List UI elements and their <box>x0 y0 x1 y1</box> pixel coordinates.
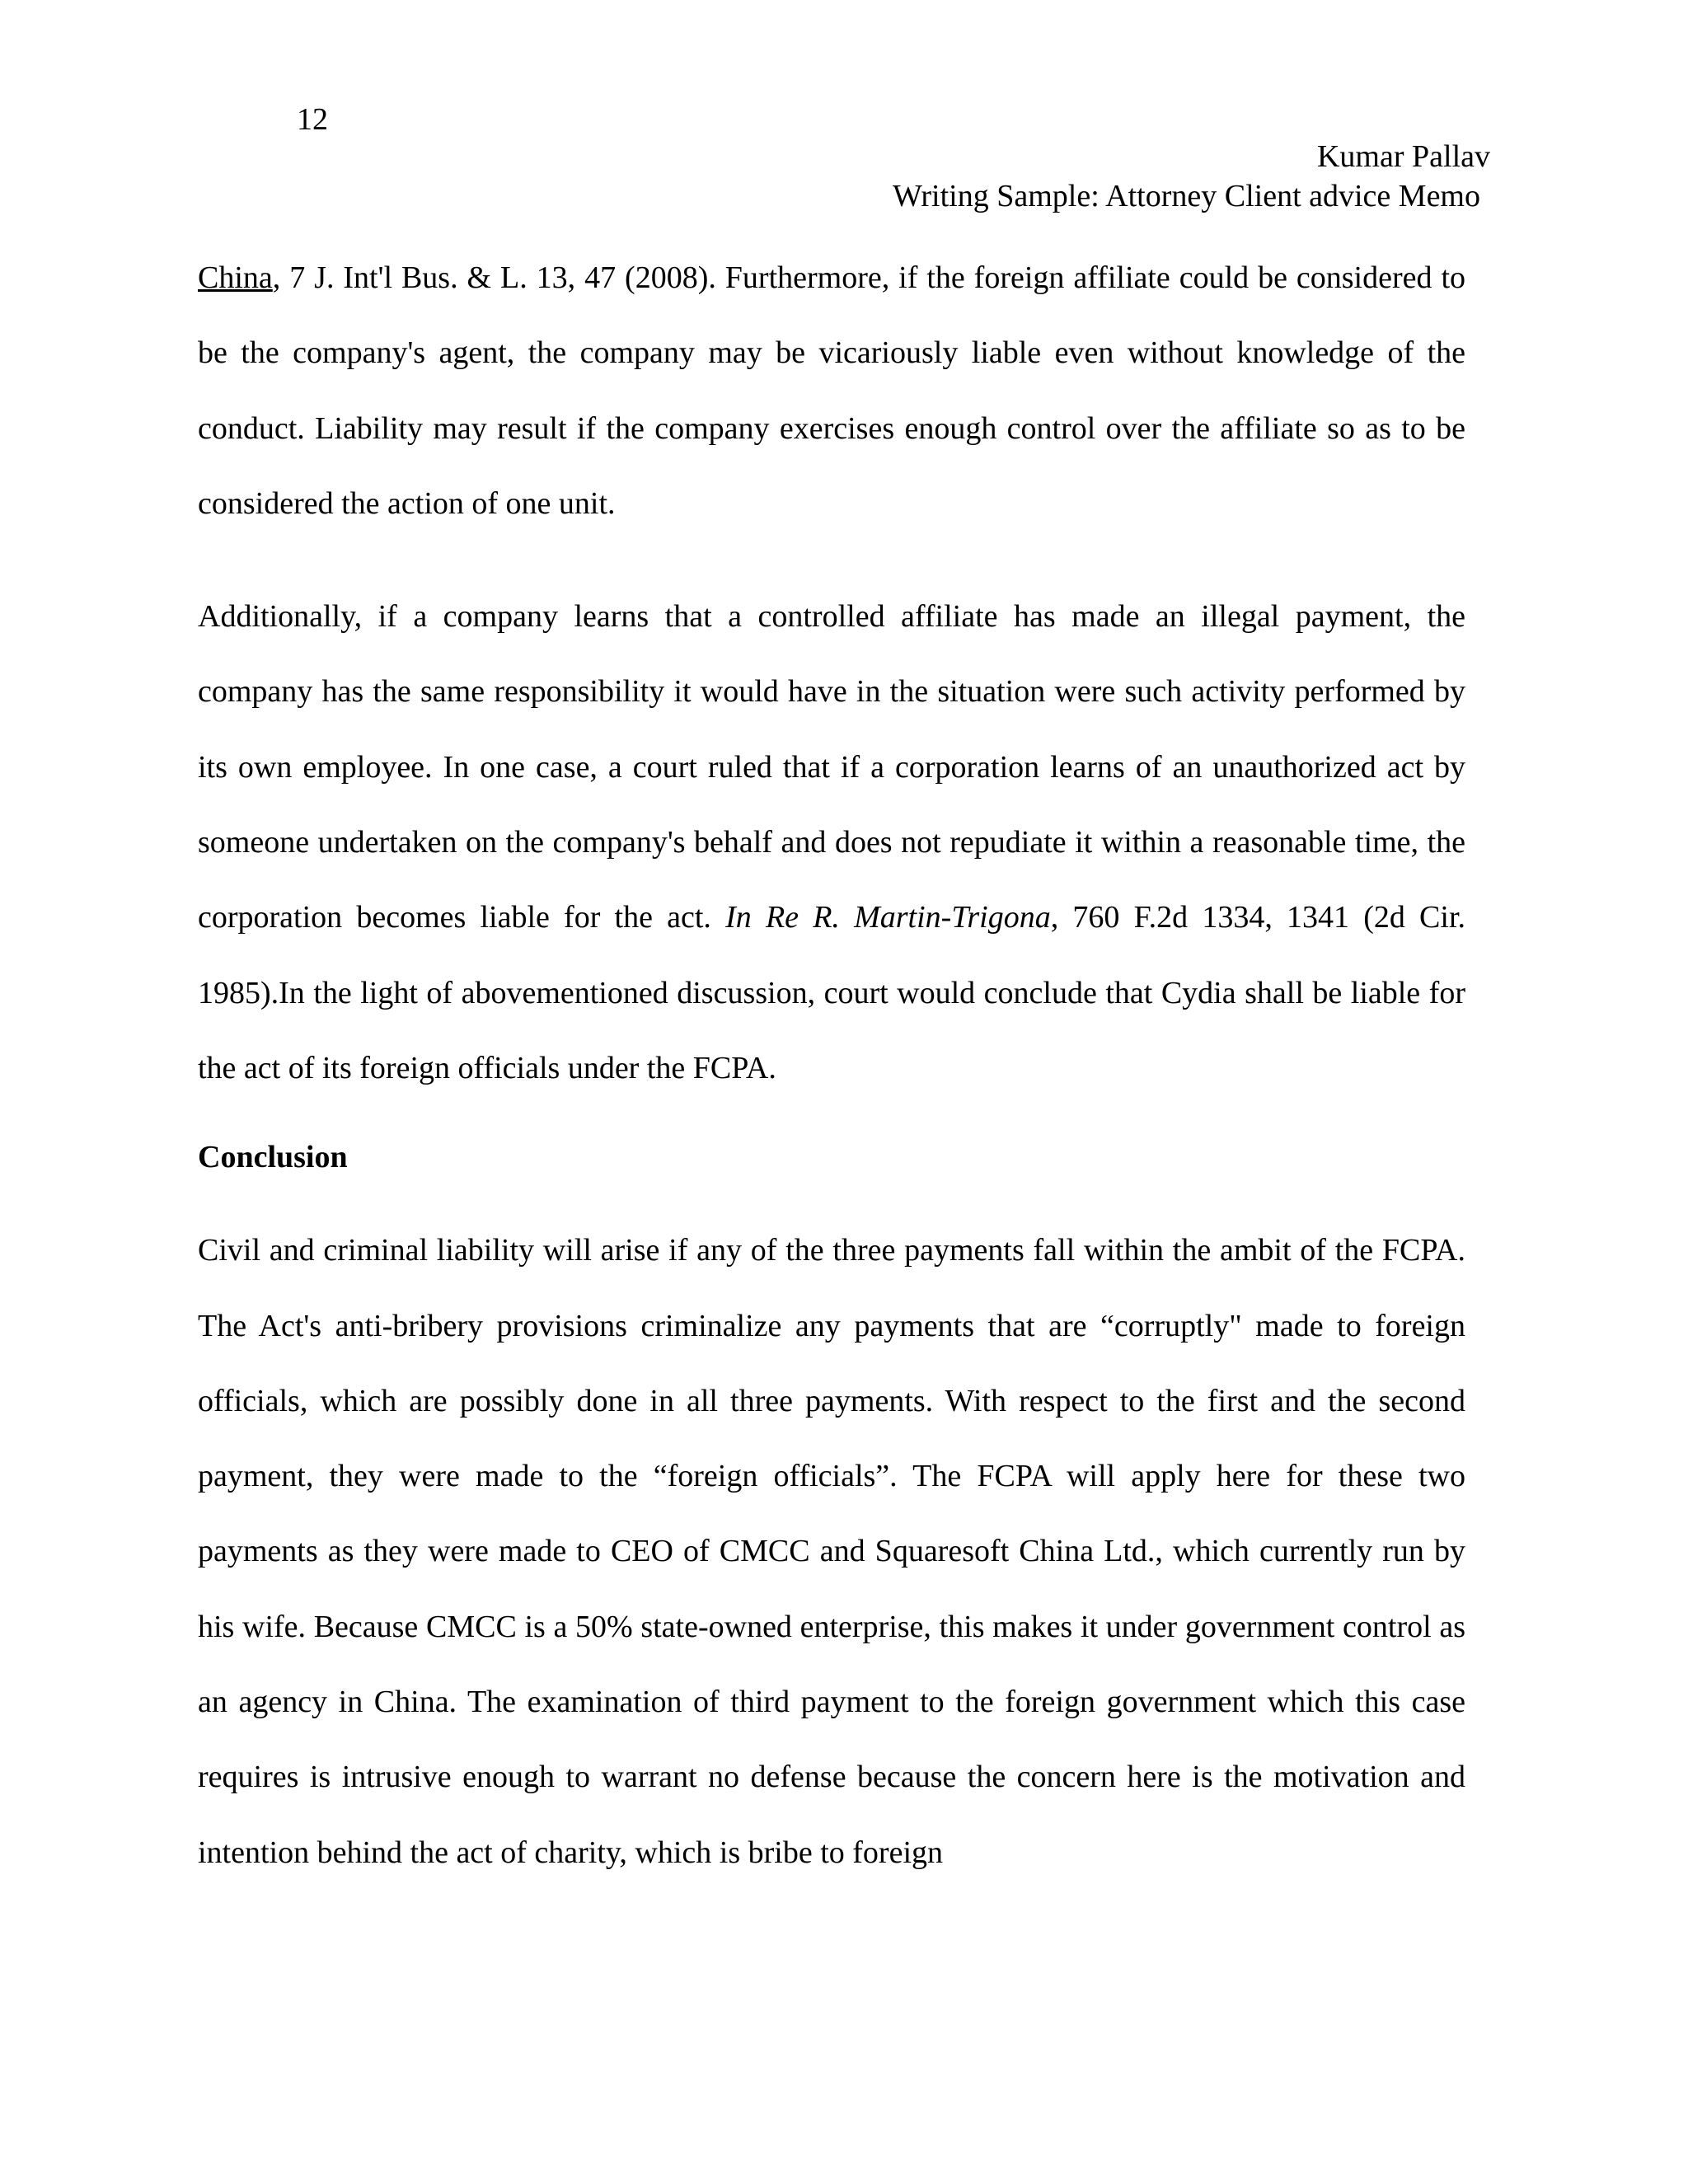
paragraph-text: Civil and criminal liability will arise if any of the three payments fall within the ambit of the FCPA. The Act's anti-bribery provisions criminalize any payments that are “corruptly" made to foreign officials, which are possibly done in all three payments. With respect to the first and the second payment, they were made to the “foreign officials”. The FCPA will apply here for these two payments as they were made to CEO of CMCC and Squaresoft China Ltd., which currently run by his wife. Because CMCC is a 50% state-owned enterprise, this makes it under government control as an agency in China. The examination of third payment to the foreign government which this case requires is intrusive enough to warrant no defense because the concern here is the motivation and intention behind the act of charity, which is bribe to foreign <box>198 1233 1465 1870</box>
paragraph-text: , 7 J. Int'l Bus. & L. 13, 47 (2008). Furthermore, if the foreign affiliate could be considered to be the company's agent, the company may be vicariously liable even without knowledge of the conduct. Liability may result if the company exercises enough control over the affiliate so as to be considered the action of one unit. <box>198 260 1465 521</box>
document-body <box>198 241 1465 1891</box>
paragraph-agency-liability <box>198 241 1465 541</box>
header-subtitle: Writing Sample: Attorney Client advice Memo <box>893 179 1480 213</box>
paragraph-affiliate-payment <box>198 579 1465 1106</box>
citation-case-name: China <box>198 260 273 295</box>
page-header <box>893 137 1490 216</box>
paragraph-text: , 760 F.2d 1334, 1341 (2d Cir. 1985).In the light of abovementioned discussion, court would conclude that Cydia shall be liable for the act of its foreign officials under the FCPA. <box>198 900 1466 1085</box>
page-number: 12 <box>297 102 328 137</box>
section-heading-conclusion: Conclusion <box>198 1140 348 1175</box>
header-author: Kumar Pallav <box>1316 139 1490 174</box>
paragraph-text: Additionally, if a company learns that a controlled affiliate has made an illegal payment, the company has the same responsibility it would have in the situation were such activity performed by its own employee. In one case, a court ruled that if a corporation learns of an unauthorized act by someone undertaken on the company's behalf and does not repudiate it within a reasonable time, the corporation becomes liable for the act. <box>198 599 1465 935</box>
paragraph-conclusion <box>198 1213 1465 1891</box>
citation-case-name: In Re R. Martin-Trigona <box>725 900 1051 935</box>
